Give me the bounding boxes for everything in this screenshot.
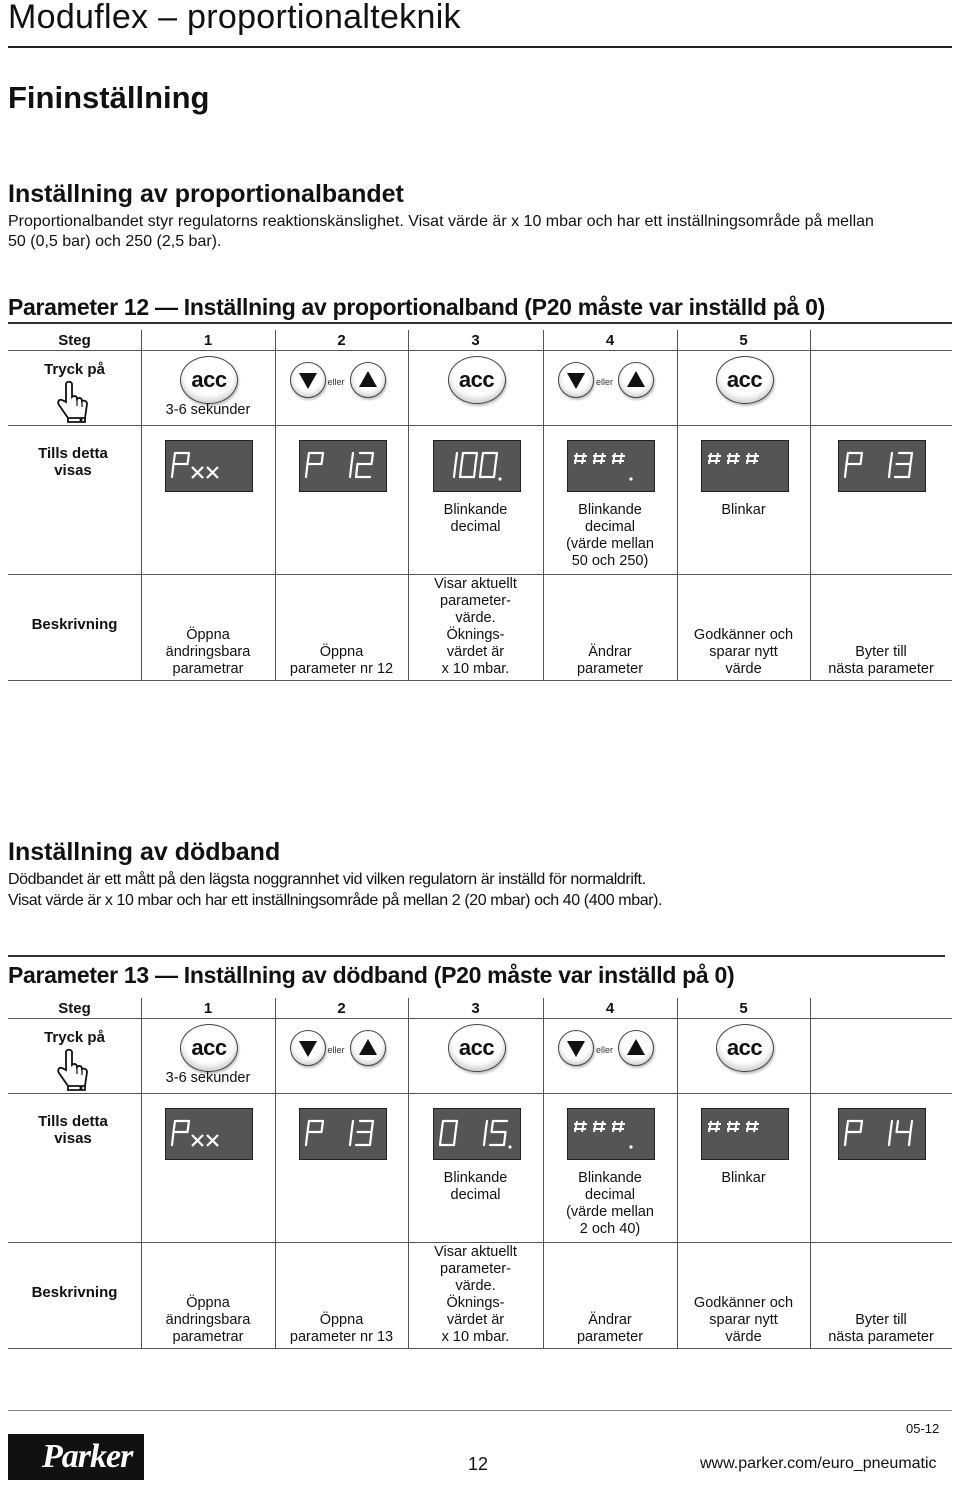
p12-desc-5: Godkänner och sparar nytt värde <box>693 627 794 677</box>
doc-code: 05-12 <box>906 1421 940 1436</box>
acc-button[interactable]: acc <box>716 1024 774 1072</box>
p12-desc-6: Byter till nästa parameter <box>828 644 934 677</box>
p12-step-4: 4 <box>605 332 615 349</box>
p13-desc-6: Byter till nästa parameter <box>828 1312 934 1345</box>
p12-note-5: Blinkar <box>721 502 766 518</box>
eller-text: eller <box>327 377 345 387</box>
p13-desc-4: Ändrar parameter <box>576 1312 644 1345</box>
dead-heading: Inställning av dödband <box>8 838 281 866</box>
p12-label-steg: Steg <box>58 332 91 349</box>
p12-note-4: Blinkande decimal (värde mellan 50 och 250) <box>566 502 654 569</box>
p13-display-5 <box>701 1108 789 1160</box>
acc-button[interactable]: acc <box>448 1024 506 1072</box>
down-button[interactable] <box>558 1030 594 1066</box>
display-readout <box>569 448 653 484</box>
up-button[interactable] <box>618 362 654 398</box>
acc-button[interactable]: acc <box>448 356 506 404</box>
p13-hold-text: 3-6 sekunder <box>165 1070 251 1086</box>
p13-col-line <box>275 998 276 1348</box>
down-triangle-icon <box>565 1037 587 1059</box>
display-readout <box>703 448 787 484</box>
up-button[interactable] <box>618 1030 654 1066</box>
display-readout <box>167 1116 251 1152</box>
p12-display-3 <box>433 440 521 492</box>
display-readout <box>703 1116 787 1152</box>
p12-display-2 <box>299 440 387 492</box>
p12-display-6 <box>838 440 926 492</box>
p12-note-3: Blinkande decimal <box>443 502 508 535</box>
p13-note-4: Blinkande decimal (värde mellan 2 och 40) <box>566 1170 654 1237</box>
pointing-hand-icon <box>54 380 94 424</box>
display-readout <box>435 448 519 484</box>
display-readout <box>167 448 251 484</box>
down-triangle-icon <box>565 369 587 391</box>
p13-label-tills: Tills detta visas <box>38 1113 108 1147</box>
p12-desc-1: Öppna ändringsbara parametrar <box>165 627 251 677</box>
down-button[interactable] <box>558 362 594 398</box>
footer-url: www.parker.com/euro_pneumatic <box>700 1455 937 1472</box>
p13-display-6 <box>838 1108 926 1160</box>
up-triangle-icon <box>625 1037 647 1059</box>
up-button[interactable] <box>350 1030 386 1066</box>
pointing-hand-icon <box>54 1048 94 1092</box>
p13-note-3: Blinkande decimal <box>443 1170 508 1203</box>
prop-heading: Inställning av proportionalbandet <box>8 180 404 208</box>
display-readout <box>435 1116 519 1152</box>
p13-col-line <box>810 998 811 1348</box>
p12-step-2: 2 <box>337 332 346 349</box>
p12-desc-4: Ändrar parameter <box>576 644 644 677</box>
p13-step-3: 3 <box>471 1000 480 1017</box>
p12-step-1: 1 <box>203 332 213 349</box>
up-triangle-icon <box>357 1037 379 1059</box>
down-triangle-icon <box>297 369 319 391</box>
display-readout <box>840 1116 924 1152</box>
p13-desc-1: Öppna ändringsbara parametrar <box>165 1295 251 1345</box>
p12-bottom-line <box>8 680 952 681</box>
p12-step-3: 3 <box>471 332 480 349</box>
down-triangle-icon <box>297 1037 319 1059</box>
section-title: Fininställning <box>8 80 210 115</box>
eller-text: eller <box>596 377 614 387</box>
p12-display-4 <box>567 440 655 492</box>
display-readout <box>840 448 924 484</box>
p13-bottom-line <box>8 1348 952 1349</box>
prop-text-1: Proportionalbandet styr regulatorns reaktionskänslighet. Visat värde är x 10 mbar och har ett inställningsområde på mellan <box>8 213 874 230</box>
p12-display-5 <box>701 440 789 492</box>
p13-desc-5: Godkänner och sparar nytt värde <box>693 1295 794 1345</box>
up-button[interactable] <box>350 362 386 398</box>
eller-text: eller <box>596 1045 614 1055</box>
p12-display-1 <box>165 440 253 492</box>
p13-label-beskrivning: Beskrivning <box>31 1284 118 1301</box>
footer-rule <box>8 1410 952 1411</box>
param13-rule <box>8 955 945 957</box>
up-triangle-icon <box>625 369 647 391</box>
p13-display-4 <box>567 1108 655 1160</box>
p13-display-1 <box>165 1108 253 1160</box>
display-readout <box>301 1116 385 1152</box>
p12-hold-text: 3-6 sekunder <box>165 402 251 418</box>
param12-rule <box>8 322 952 324</box>
p12-label-tills: Tills detta visas <box>38 445 108 479</box>
prop-text-2: 50 (0,5 bar) och 250 (2,5 bar). <box>8 233 222 250</box>
document-brand-title: Moduflex – proportionalteknik <box>8 0 461 36</box>
up-triangle-icon <box>357 369 379 391</box>
header-rule <box>8 46 952 48</box>
param12-title: Parameter 12 — Inställning av proportionalband (P20 måste var inställd på 0) <box>8 294 825 320</box>
p12-desc-2: Öppna parameter nr 12 <box>289 644 394 677</box>
down-button[interactable] <box>290 362 326 398</box>
p13-note-5: Blinkar <box>721 1170 766 1186</box>
page-number: 12 <box>468 1454 489 1474</box>
p13-label-tryck: Tryck på <box>44 1029 105 1046</box>
display-readout <box>301 448 385 484</box>
p13-step-4: 4 <box>605 1000 615 1017</box>
p12-col-line <box>810 330 811 680</box>
p13-step-2: 2 <box>337 1000 346 1017</box>
p13-desc-3: Visar aktuellt parameter- värde. Öknings- värdet är x 10 mbar. <box>434 1244 517 1345</box>
dead-text-2: Visat värde är x 10 mbar och har ett inställningsområde på mellan 2 (20 mbar) och 40 (400 mbar). <box>8 892 663 909</box>
p12-step-5: 5 <box>739 332 748 349</box>
dead-text-1: Dödbandet är ett mått på den lägsta noggrannhet vid vilken regulatorn är inställd för normaldrift. <box>8 871 646 888</box>
p12-col-line <box>275 330 276 680</box>
p13-display-3 <box>433 1108 521 1160</box>
eller-text: eller <box>327 1045 345 1055</box>
p13-step-5: 5 <box>739 1000 748 1017</box>
p13-desc-2: Öppna parameter nr 13 <box>289 1312 394 1345</box>
p13-display-2 <box>299 1108 387 1160</box>
p13-step-1: 1 <box>203 1000 213 1017</box>
p12-label-beskrivning: Beskrivning <box>31 616 118 633</box>
param13-title: Parameter 13 — Inställning av dödband (P20 måste var inställd på 0) <box>8 962 735 988</box>
p12-desc-3: Visar aktuellt parameter- värde. Öknings- värdet är x 10 mbar. <box>434 576 517 677</box>
p12-label-tryck: Tryck på <box>44 361 105 378</box>
down-button[interactable] <box>290 1030 326 1066</box>
acc-button[interactable]: acc <box>180 1024 238 1072</box>
acc-button[interactable]: acc <box>180 356 238 404</box>
display-readout <box>569 1116 653 1152</box>
acc-button[interactable]: acc <box>716 356 774 404</box>
p13-label-steg: Steg <box>58 1000 91 1017</box>
parker-logo <box>8 1434 144 1480</box>
logo-wordmark: Parker <box>42 1438 133 1475</box>
